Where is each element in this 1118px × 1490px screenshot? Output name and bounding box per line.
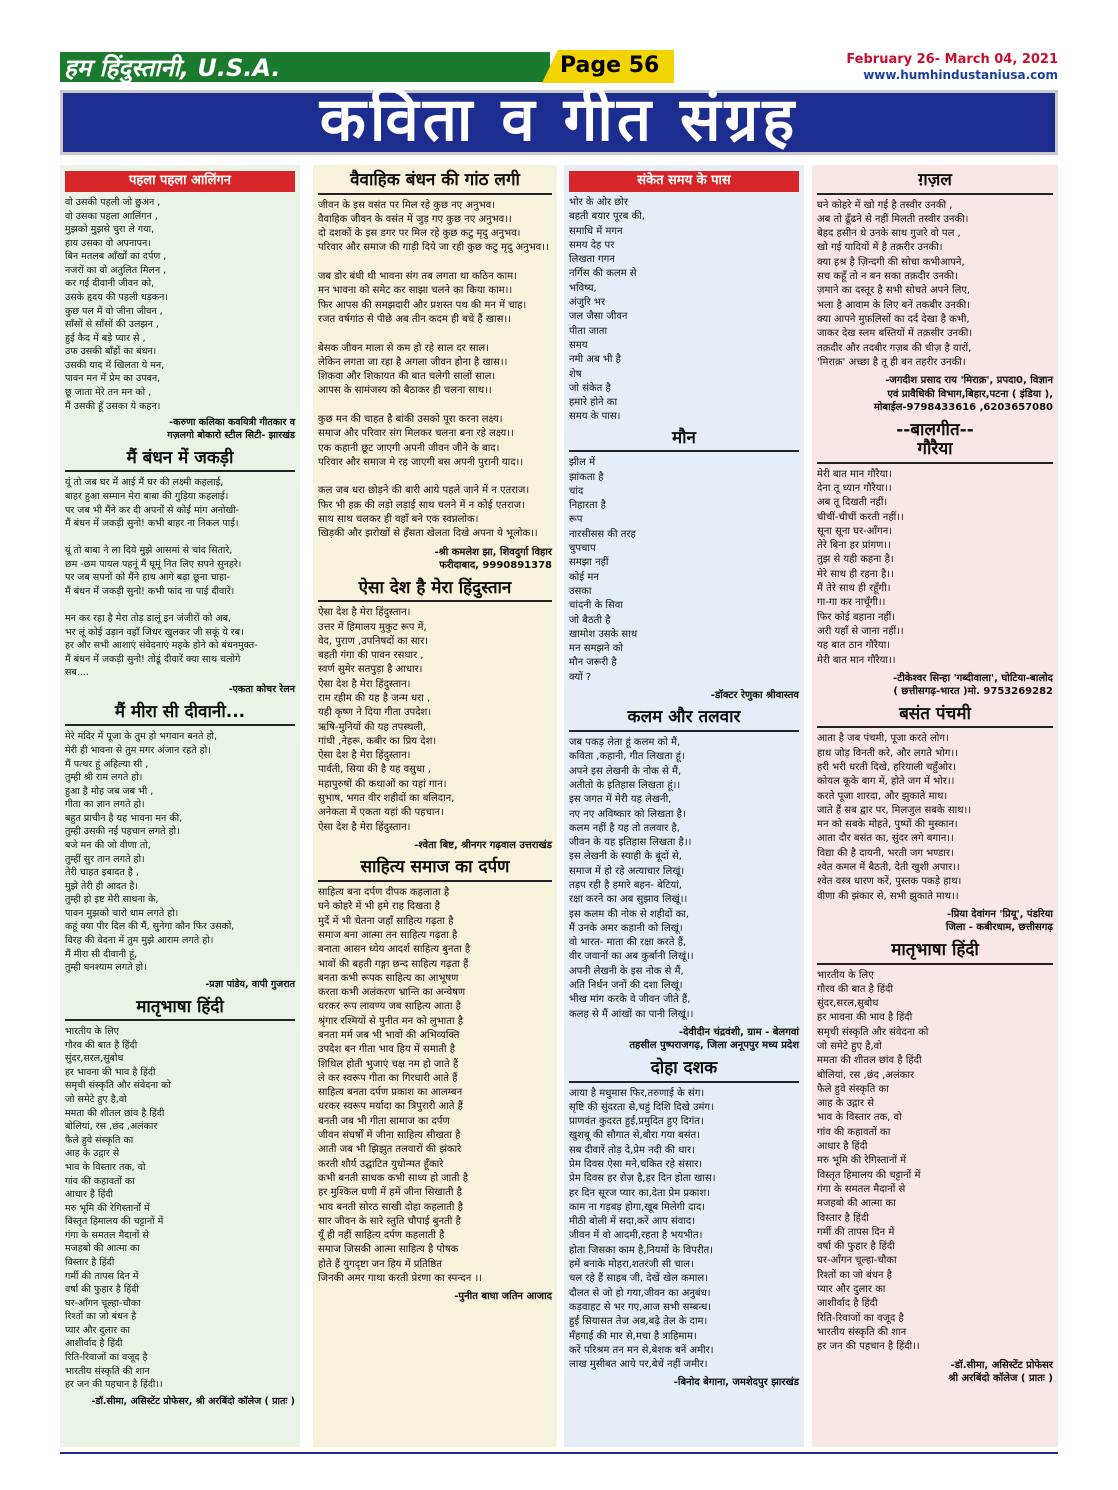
poem-body: वो उसकी पहली जो छुअन , वो उसका पहला आलिंगन , मुझको मुझसे चुरा ले गया, हाय उसका वो अपनापन। बिन मतलब आँखों का दर्पण , नजरों का वो अतुलित मिलन , कर गई दीवानी जीवन को, उसके हृदय की पहली धड़कन। कुछ पल में वो जीना जीवन , साँसों से साँसों की उलझन , हुई कैद में बड़े प्यार से , उफ उसकी बाँहों का बंधन। उसकी याद में खिलता ये मन, पावन मन में प्रेम का उपवन, छू जाता मेरे तन मन को , मैं उसकी हूँ उसका ये कहन। (65, 196, 168, 412)
poem-title: --बालगीत-- गौरैया (817, 421, 1053, 464)
poem-author: -टीकेश्वर सिन्हा 'गब्दीवाला', घोटिया-बालोद ( छत्तीसगढ़-भारत )मो. 9753269282 (893, 672, 1053, 698)
footer-rule (60, 1452, 1058, 1454)
poem-author: -जगदीश प्रसाद राय 'मिराक़', प्रपदा0, विज्ञान एवं प्रावैधिकी विभाग,बिहार,पटना ( इंडिया ), मोबाईल-9798433616 ,6203657080 (873, 375, 1053, 414)
poem-author: -बिनोद बेगाना, जमशेदपुर झारखंड (673, 1377, 799, 1389)
poem-body: झील में झांकता है चांद निहारता है रूप नारसीसस की तरह चुपचाप समझा नहीं कोई मन उसका चांदनी के सिवा जो बैठती है खामोश उसके साथ मन समझने को मौन जरूरी है क्यों ? (569, 457, 638, 683)
poem-author: -श्री कमलेश झा, शिवदुर्गा विहार फरीदाबाद, 9990891378 (434, 546, 552, 572)
poem-title: मौन (569, 429, 799, 453)
poem-body: आया है मधुमास फिर,तरुणाई के संग। सृष्टि की सुंदरता से,चहुं दिशि दिखे उमंग। प्राणवंत कुदरत हुई,प्रमुदित हुए दिगंत। खुशबू की सौगात से,बौरा गया बसंत। सब दीवारें तोड़ दे,प्रेम नदी की धार। प्रेम दिवस ऐसा मने,चकित रहे संसार। प्रेम दिवस हर रोज़ है,हर दिन होता खास। हर दिन सूरज प्यार का,देता प्रेम प्रकाश। काम ना गड़बड़ होगा,खूब मिलेगी दाद। मीठी बोली में सदा,करें आप संवाद। जीवन में वो आदमी,रहता है भयभीत। होता जिसका काम है,नियमों के विपरीत। हमें बनाके मोहरा,शतरंजी सी चाल। चल रहे हैं साहब जी, देखें खेल कमाल। दौलत से जो हो गया,जीवन का अनुबंध। कड़वाहट से भर गए,आज सभी सम्बन्ध। हुई सियासत तेज अब,बढ़े तेल के दाम। मँहगाई की मार से,मचा है त्राहिमाम। करें परिश्रम तन मन से,बेशक बनें अमीर। लाख मुसीबत आये पर,बेचें नहीं जमीर। (569, 1087, 716, 1371)
section-title: कविता व गीत संग्रह (319, 85, 799, 155)
poem-body: भोर के ओर छोर बहती बयार पूरब की, समाधि में मगन समय देह पर लिखता गगन नर्गिस की कलम से भविष्य, अंजुरि भर जल जैसा जीवन पीता जाता समय नमी अब भी है शेष जो संकेत है हमारे होने का समय के पास। (569, 196, 645, 423)
newspaper-logo: हम हिंदुस्तानी, U.S.A. (64, 54, 281, 82)
poem-body: घने कोहरे में खो गई है तस्वीर उनकी , अब तो ढूँढने से नहीं मिलती तस्वीर उनकी। बेहद हसीन थे उनके साथ गुजरे वो पल , खो गई यादियों में है तक़रीर उनकी। क्या हश्र है ज़िन्दगी की सोचा कभीआपने, सच कहूँ तो न बन सका तक़दीर उनकी। ज़माने का दस्तूर है सभी सोचते अपने लिए, भला है आवाम के लिए बनें तकबीर उनकी। क्या आपने मुफ़लिसों का दर्द देखा है कभी, जाकर देख स्लम बस्तियों में तक़सीर उनकी। तक़दीर और तदबीर गज़ब की चीज़ है यारों, 'मिराक़' अच्छा है तू ही बन तहरीर उनकी। (817, 199, 973, 368)
poem-title: मैं बंधन में जकड़ी (65, 449, 295, 473)
column-3 (564, 165, 804, 1447)
poem-title: वैवाहिक बंधन की गांठ लगी (318, 171, 552, 195)
poem-title: पहला पहला आलिंगन (65, 171, 295, 192)
poem-body: भारतीय के लिए गौरव की बात है हिंदी सुंदर,सरल,सुबोध हर भावना की भाव है हिंदी समृची संस्कृति और संवेदना को जो समेटे हुए है,वो ममता की शीतल छांव है हिंदी बोलियां, रस ,छंद ,अलंकार फैले हुवे संस्कृति का आह के उद्गार से भाव के विस्तार तक, वो गांव की कहावतों का आधार है हिंदी मरु भूमि की रेगिस्तानों में विस्तृत हिमालय की चट्टानों में गंगा के समतल मैदानों से मजहबो की आत्मा का विस्तार है हिंदी गर्मी की तापस दिन में वर्षा की फुहार है हिंदी घर-आँगन चूल्हा-चौका रिश्तों का जो बंधन है प्यार और दुलार का आशीर्वाद है हिंदी रिति-रिवाजों का वजूद है भारतीय संस्कृति की शान हर जन की पहचान है हिंदी।। (817, 969, 929, 1353)
poem-body: जब पकड़ लेता हूं कलम को मैं, कविता ,कहानी, गीत लिखता हूं। अपने इस लेखनी के नोक से मैं, अतीतो के इतिहास लिखता हूं।। इस जगत में मेरी यह लेखनी, नए नए अविष्कार को लिखता है। कलम नहीं है यह तो तलवार है, जीवन के यह इतिहास लिखता है।। इस लेखनी के स्याही के बूंदों से, समाज में हो रहे अत्याचार लिखूं। तड़प रही है हमारे बहन- बेटियां, रक्षा करने का अब सुझाव लिखूं।। इस कलम की नोक से शहीदों का, मैं उनके अमर कहानी को लिखूं। वो भारत- माता की रक्षा करते हैं, वीर जवानों का अब कुर्बानी लिखूं।। अपनी लेखनी के इस नोक से मैं, अति निर्धन जनों की दशा लिखूं। भीख मांग करके वे जीवन जीते हैं, कलह से मैं आंखों का पानी लिखूं।। (569, 737, 694, 1020)
poem-author: -डॉक्टर रेणुका श्रीवास्तव (710, 689, 799, 701)
issue-date: February 26- March 04, 2021 (846, 52, 1058, 67)
poem-body: साहित्य बना दर्पण दीपक कहलाता है घने कोहरे में भी हमे राह दिखता है मुर्दे में भी चेतना जहाँ साहित्य गढ़ता है समाज बना आत्मा तन साहित्य गढ़ता है बनाता आसन ध्येय आदर्श साहित्य बुनता है भावों की बहती गङ्गा छन्द साहित्य गढ़ता हैं बनता कभी रूपक साहित्य का आभूषण करता कभी अलंकरण भ्रान्ति का अन्वेषण धरकर रूप लावण्य जब साहित्य आता है श्रृंगार रश्मियों से पुनीत मन को लुभाता है बनता मर्म जब भी भावों की अभिव्यक्ति उपदेश बन गीता भाव हिय में समाती है शिथिल होती भुजाएं चक्ष नम हो जाते हैं ले कर स्वरूप गीता का गिरधारी आते हैं साहित्य बनता दर्पण प्रकाश का आलम्बन धरकर स्वरूप मर्यादा का त्रिपुरारी आते हैं बनती जब भी गीता सामाज का दर्पण जीवन संघर्षों में जीना साहित्य सीखता है आती जब भी झिझुत तलवारों की झंकारे करती शौर्य उद्घाटित युधोन्मत हूँकारे कभी बनती साधक कभी साध्य हो जाती है हर मुश्किल घणी में हमें जीना सिखाती है भाव बनती सोरठ साखी दोहा कहलाती है सार जीवन के सारे स्तुति चौपाई बुनती है यूँ ही नहीं साहित्य दर्पण कहलाती है समाज जिसकी आत्मा साहित्य है पोषक होते हैं युगदृष्टा जन हिय में प्रतिष्ठित जिनकी अमर गाथा करती प्रेरणा का स्पन्दन ।। (318, 887, 483, 1285)
poem-author: -प्रिया देवांगन 'प्रियू', पंडरिया जिला - कबीरधाम, छत्तीसगढ़ (945, 908, 1053, 934)
poem-title: दोहा दशक (569, 1059, 799, 1083)
poem-title: मैं मीरा सी दीवानी... (65, 703, 295, 727)
poem-title: ग़ज़ल (817, 171, 1053, 195)
poem-author: -डॉ.सीमा, असिस्टेंट प्रोफेसर, श्री अरबिंदो कॉलेज ( प्रातः ) (91, 1395, 295, 1407)
poem-title: ऐसा देश है मेरा हिंदुस्तान (318, 579, 552, 603)
poem-title: साहित्य समाज का दर्पण (318, 858, 552, 882)
poem-body: मेरे मंदिर में पूजा के तुम हो भगवान बनते हो, मेरी ही भावना से तुम मगर अंजान रहते हो। मैं पत्थर हूं अहिल्या सी , तुम्ही श्री राम लगते हो। हुआ है मोह जब जब भी , गीता का ज्ञान लगते हो। बहुत प्राचीन है यह भावना मन की, तुम्ही उसकी नई पहचान लगते हो। बजे मन की जो वीणा तो, तुम्हीं सुर तान लगते हो। तेरी चाहत इबादत है , मुझे तेरी ही आदत है। तुम्ही हो इष्ट मेरी साधना के, पावन मुझको चारो धाम लगते हो। कहूं क्या पीर दिल की मैं, सुनेगा कौन फिर उसको, विरह की वेदना में तुम मुझे आराम लगते हो। मैं मीरा सी दीवानी हूं, तुम्ही घनश्याम लगते हो। (65, 731, 235, 974)
poem-body: भारतीय के लिए गौरव की बात है हिंदी सुंदर,सरल,सुबोध हर भावना की भाव है हिंदी समृची संस्कृति और संवेदना को जो समेटे हुए है,वो ममता की शीतल छांव है हिंदी बोलियां, रस ,छंद ,अलंकार फैले हुवे संस्कृति का आह के उद्गार से भाव के विस्तार तक, वो गांव की कहावतों का आधार है हिंदी मरु भूमि की रेगिस्तानों में विस्तृत हिमालय की चट्टानों में गंगा के समतल मैदानों से मजहबो की आत्मा का विस्तार है हिंदी गर्मी की तापस दिन में वर्षा की फुहार है हिंदी घर-आँगन चूल्हा-चौका रिश्तों का जो बंधन है प्यार और दुलार का आशीर्वाद है हिंदी रिति-रिवाजों का वजूद है भारतीय संस्कृति की शान हर जन की पहचान है हिंदी।। (65, 1026, 171, 1391)
poem-title: बसंत पंचमी (817, 705, 1053, 729)
poem-author: -पुनीत बाघा जतिन आजाद (454, 1291, 552, 1303)
website-link[interactable]: www.humhindustaniusa.com (863, 68, 1058, 82)
poem-body: यूं तो जब घर में आई मैं घर की लक्ष्मी कहलाई, बाहर हुआ सम्मान मेरा बाबा की गुड़िया कहलाई। पर जब भी मैंने कर दी अपनों से कोई मांग अनोखी- मैं बंधन में जकड़ी सुनो! कभी बाहर ना निकल पाई। यूं तो बाबा ने ला दिये मुझे आसमां से चांद सितारे, छम -छम पायल पहनूं मैं घूमूं नित लिए सपने सुनहरे। पर जब सपनों को मैंने हाथ आगे बढ़ा छूना चाहा- मैं बंधन में जकड़ी सुनो! कभी फांद ना पाई दीवारें। मन कर रहा है मेरा तोड़ डालूं इन जंजीरों को अब, भर लूं कोई उड़ान वहाँ जिधर खुलकर जी सकूं ये रब। हर और सभी आशाएं संवेदनाएं महके होने को बंधनमुक्त- मैं बंधन में जकड़ी सुनो! तोडूं दीवारें क्या साथ चलोगे सब.... (65, 477, 258, 679)
poem-author: -देवीदीन चंद्रवंशी, ग्राम - बेलगवां तहसील पुष्पराजगढ़, जिला अनूपपुर मध्य प्रदेश (629, 1026, 799, 1052)
poem-author: -एकता कोचर रेलन (228, 684, 295, 696)
poem-body: मेरी बात मान गौरैया। देना तू ध्यान गौरैया।। अब तू दिखती नहीं। चीचीं-चीचीं करती नहीं।। सूना सूना घर-आँगन। तेरे बिना हर प्रांगण।। तुझ से यही कहना है। मेरे साथ ही रहना है।। मैं तेरे साथ ही रहूँगी। गा-गा कर नाचूँगी।। फिर कोई बहाना नहीं। अरी यहाँ से जाना नहीं।। यह बात ठान गौरैया। मेरी बात मान गौरैया।। (817, 468, 904, 666)
poem-author: -डॉ.सीमा, असिस्टेंट प्रोफेसर श्री अरबिंदो कॉलेज ( प्रातः ) (948, 1359, 1053, 1385)
poem-body: जीवन के इस वसंत पर मिल रहे कुछ नए अनुभव। वैवाहिक जीवन के वसंत में जुड़ गए कुछ नए अनुभव।। दो दशकों के इस डगर पर मिल रहे कुछ कटु मृदु अनुभव। परिवार और समाज की गाड़ी दिये जा रही कुछ कटु मृदु अनुभव।। जब डोर बंधी थी भावना संग तब लगता था कठिन काम। मन भावना को समेट कर साझा चलने का किया काम।। फिर आपस की समझदारी और प्रशस्त पथ की मन में चाह। रजत वर्षगांठ से पीछे अब तीन कदम ही बचे हैं खास।। बेसक जीवन माला से कम हो रहे साल दर साल। लेकिन लगता जा रहा है अगला जीवन होना है खास।। शिकवा और शिकायत की बात चलेगी सालों साल। आपस के सामंजस्य को बैठाकर ही चलना साथ।। कुछ मन की चाहत है बांकी उसको पूरा करना लक्ष्य। समाज और परिवार संग मिलकर चलना बना रहे लक्ष्य।। एक कहानी छूट जाएगी अपनी जीवन जीने के बाद। परिवार और समाज मे रह जाएगी बस अपनी पुरानी याद।। कल जब धरा छोड़ने की बारी आये पहले जाने में न एतराज। फिर भी हक़ की लड़ो लड़ाई साथ चलने में न कोई एतराज। साथ साथ चलकर ही वहाँ बने एक स्वप्नलोक। खिड़की और झरोखों से हँसता खेलता दिखे अपना ये भूलोक।। (318, 199, 549, 540)
poem-title: कलम और तलवार (569, 708, 799, 732)
column-2 (313, 165, 557, 1447)
poem-body: ऐसा देश है मेरा हिंदुस्तान। उत्तर में हिमालय मुकुट रूप में, वेद, पुराण ,उपनिषदों का सार। बहती गंगा की पावन रसधार , स्वर्ण सुमेर सतपुड़ा है आधार। ऐसा देश है मेरा हिंदुस्तान। राम रहीम की यह है जन्म धरा , यही कृष्ण ने दिया गीता उपदेश। ऋषि-मुनियों की यह तपस्थली, गांधी ,नेहरू, कबीर का प्रिय देश। ऐसा देश है मेरा हिंदुस्तान। पार्वती, सिया की है यह वसुधा , महापुरुषों की कथाओं का यहां गान। सुभाष, भगत वीर शहीदों का बलिदान, अनेकता में एकता यहां की पहचान। ऐसा देश है मेरा हिंदुस्तान। (318, 607, 455, 833)
masthead (0, 0, 1118, 88)
poem-title: मातृभाषा हिंदी (65, 998, 295, 1022)
poem-author: -करुणा कलिका कवयित्री गीतकार व गज़लगो बोकारो स्टील सिटी- झारखंड (167, 417, 295, 441)
poem-title: मातृभाषा हिंदी (817, 941, 1053, 965)
poem-author: -श्वेता बिष्ट, श्रीनगर गढ़वाल उत्तराखंड (414, 839, 552, 851)
column-4 (812, 165, 1058, 1447)
poem-title: संकेत समय के पास (569, 171, 799, 192)
column-1 (60, 165, 300, 1447)
page-number: Page 56 (560, 53, 660, 78)
poem-author: -प्रज्ञा पांडेय, वापी गुजरात (205, 978, 295, 990)
poem-body: आता है जब पंचमी, पूजा करते लोग। हाथ जोड़ विनती करे, और लगते भोग।। हरी भरी धरती दिखे, हरियाली चहुँओर। कोयल कूके बाग में, होते जग में भोर।। करते पूजा शारदा, और झुकाते माथ। जाते हैं सब द्वार पर, मिलजुल सबके साथ।। मन को सबके मोहते, पुष्पों की मुस्कान। आता दौर बसंत का, सुंदर लगे बगान।। विद्या की है दायनी, भरती जग भण्डार। श्वेत कमल में बैठती, देती खुशी अपार।। श्वेत वस्त्र धारण करें, पुस्तक पकड़े हाथ। वीणा की झंकार से, सभी झुकाते माथ।। (817, 733, 972, 902)
